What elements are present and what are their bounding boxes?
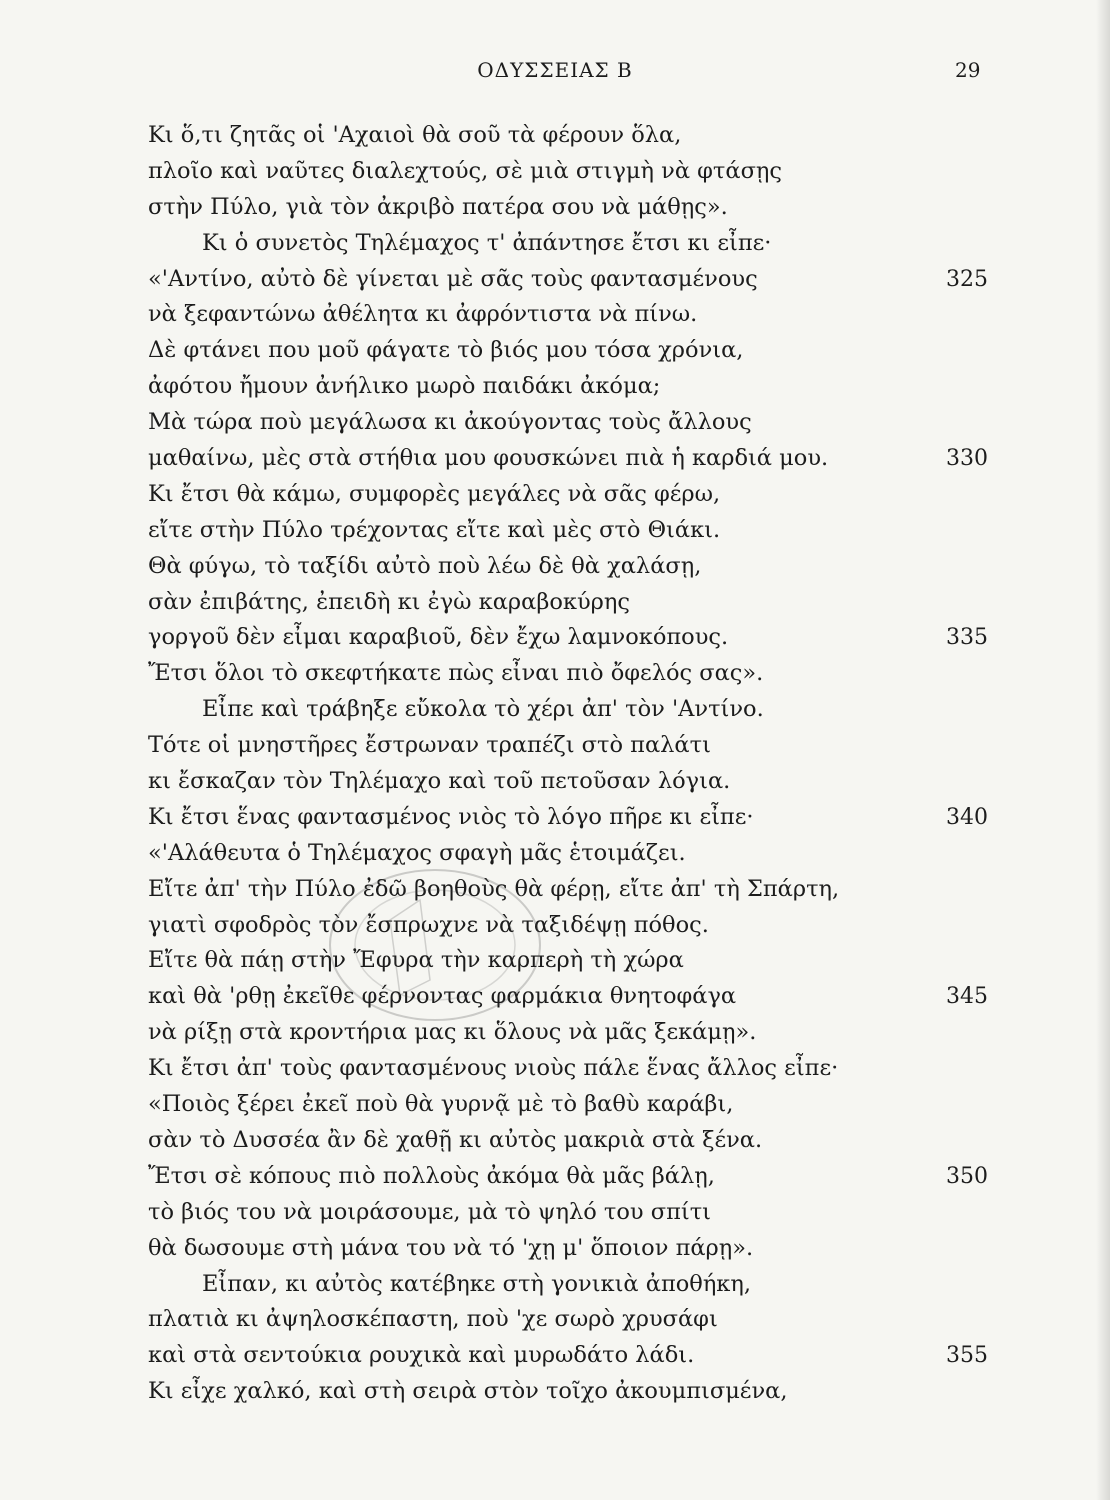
verse-text: νὰ ξεφαντώνω ἀθέλητα κι ἀφρόντιστα νὰ πίνω. [148, 301, 698, 328]
verse-text: ἀφότου ἤμουν ἀνήλικο μωρὸ παιδάκι ἀκόμα; [148, 373, 661, 400]
verse-text: Κι ὁ συνετὸς Τηλέμαχος τ' ἀπάντησε ἔτσι κι εἶπε· [202, 229, 772, 256]
verse-text: «'Αλάθευτα ὁ Τηλέμαχος σφαγὴ μᾶς ἑτοιμάζει. [148, 839, 686, 866]
verse-line [148, 1302, 993, 1338]
verse-line-number: 355 [946, 1343, 988, 1369]
verse-line-number: 330 [946, 446, 988, 472]
verse-text: «Ποιὸς ξέρει ἐκεῖ ποὺ θὰ γυρνᾷ μὲ τὸ βαθὺ καράβι, [148, 1091, 734, 1118]
verse-text: πλατιὰ κι ἀψηλοσκέπαστη, ποὺ 'χε σωρὸ χρυσάφι [148, 1306, 718, 1333]
verse-line [148, 1195, 993, 1231]
verse-text: Εἶπε καὶ τράβηξε εὔκολα τὸ χέρι ἀπ' τὸν 'Αντίνο. [202, 696, 764, 723]
verse-line [148, 620, 993, 656]
verse-line [148, 190, 993, 226]
verse-line [148, 262, 993, 298]
verse-text: καὶ στὰ σεντούκια ρουχικὰ καὶ μυρωδάτο λάδι. [148, 1342, 695, 1369]
verse-text: καὶ θὰ 'ρθῃ ἐκεῖθε φέρνοντας φαρμάκια θνητοφάγα [148, 983, 737, 1010]
verse-text: κι ἔσκαζαν τὸν Τηλέμαχο καὶ τοῦ πετοῦσαν λόγια. [148, 768, 731, 795]
verse-line [148, 549, 993, 585]
running-title: ΟΔΥΣΣΕΙΑΣ Β [477, 58, 633, 82]
verse-line [148, 1051, 993, 1087]
verse-text: Κι ἔτσι ἀπ' τοὺς φαντασμένους νιοὺς πάλε ἕνας ἄλλος εἶπε· [148, 1055, 839, 1082]
verse-text: γοργοῦ δὲν εἶμαι καραβιοῦ, δὲν ἔχω λαμνοκόπους. [148, 624, 729, 651]
verse-line [148, 836, 993, 872]
verse-line [148, 297, 993, 333]
verse-line [148, 118, 993, 154]
verse-line [148, 513, 993, 549]
verse-text: γιατὶ σφοδρὸς τὸν ἔσπρωχνε νὰ ταξιδέψῃ πόθος. [148, 911, 709, 938]
verse-text: θὰ δωσουμε στὴ μάνα του νὰ τό 'χῃ μ' ὅποιον πάρῃ». [148, 1234, 754, 1261]
verse-text: νὰ ρίξῃ στὰ κροντήρια μας κι ὅλους νὰ μᾶς ξεκάμῃ». [148, 1019, 757, 1046]
verse-text: Τότε οἱ μνηστῆρες ἔστρωναν τραπέζι στὸ παλάτι [148, 732, 711, 759]
poem-body [148, 118, 993, 1410]
verse-line [148, 154, 993, 190]
verse-line [148, 1087, 993, 1123]
verse-line-number: 340 [946, 804, 988, 830]
verse-line [148, 1231, 993, 1267]
verse-text: Κι ἔτσι ἕνας φαντασμένος νιὸς τὸ λόγο πῆρε κι εἶπε· [148, 803, 754, 830]
verse-line [148, 477, 993, 513]
verse-line [148, 1015, 993, 1051]
verse-line [148, 226, 993, 262]
verse-line [148, 692, 993, 728]
verse-text: Ἔτσι ὅλοι τὸ σκεφτήκατε πὼς εἶναι πιὸ ὄφελός σας». [148, 660, 764, 687]
verse-text: πλοῖο καὶ ναῦτες διαλεχτούς, σὲ μιὰ στιγμὴ νὰ φτάσῃς [148, 157, 783, 184]
verse-text: Εἴτε ἀπ' τὴν Πύλο ἐδῶ βοηθοὺς θὰ φέρῃ, εἴτε ἀπ' τὴ Σπάρτη, [148, 875, 840, 902]
verse-line [148, 1267, 993, 1303]
verse-line [148, 1338, 993, 1374]
verse-text: Δὲ φτάνει που μοῦ φάγατε τὸ βιός μου τόσα χρόνια, [148, 337, 744, 364]
verse-line [148, 1374, 993, 1410]
verse-line [148, 943, 993, 979]
verse-line [148, 405, 993, 441]
verse-text: Μὰ τώρα ποὺ μεγάλωσα κι ἀκούγοντας τοὺς ἄλλους [148, 409, 752, 436]
verse-line [148, 441, 993, 477]
page-number: 29 [955, 58, 981, 82]
verse-line [148, 1159, 993, 1195]
verse-text: σὰν ἐπιβάτης, ἐπειδὴ κι ἐγὼ καραβοκύρης [148, 588, 630, 615]
verse-line [148, 369, 993, 405]
verse-text: Εἴτε θὰ πάῃ στὴν Ἔφυρα τὴν καρπερὴ τὴ χώρα [148, 947, 684, 974]
verse-line [148, 656, 993, 692]
verse-text: τὸ βιός του νὰ μοιράσουμε, μὰ τὸ ψηλό του σπίτι [148, 1198, 711, 1225]
verse-line-number: 325 [946, 266, 988, 292]
verse-text: στὴν Πύλο, γιὰ τὸν ἀκριβὸ πατέρα σου νὰ μάθῃς». [148, 193, 728, 220]
verse-line [148, 333, 993, 369]
verse-line-number: 345 [946, 984, 988, 1010]
verse-text: σὰν τὸ Δυσσέα ἂν δὲ χαθῇ κι αὐτὸς μακριὰ στὰ ξένα. [148, 1126, 763, 1153]
verse-text: Ἔτσι σὲ κόπους πιὸ πολλοὺς ἀκόμα θὰ μᾶς βάλῃ, [148, 1162, 715, 1189]
verse-line [148, 728, 993, 764]
verse-text: μαθαίνω, μὲς στὰ στήθια μου φουσκώνει πιὰ ἡ καρδιά μου. [148, 445, 829, 472]
verse-line [148, 979, 993, 1015]
verse-line [148, 764, 993, 800]
verse-line [148, 800, 993, 836]
verse-line [148, 1123, 993, 1159]
verse-text: Κι εἶχε χαλκό, καὶ στὴ σειρὰ στὸν τοῖχο ἀκουμπισμένα, [148, 1378, 788, 1405]
verse-text: εἴτε στὴν Πύλο τρέχοντας εἴτε καὶ μὲς στὸ Θιάκι. [148, 516, 721, 543]
verse-text: Εἶπαν, κι αὐτὸς κατέβηκε στὴ γονικιὰ ἀποθήκη, [202, 1270, 751, 1297]
page-header [0, 58, 1110, 88]
verse-text: Κι ὅ,τι ζητᾶς οἱ 'Αχαιοὶ θὰ σοῦ τὰ φέρουν ὅλα, [148, 122, 682, 148]
verse-line [148, 872, 993, 908]
verse-line-number: 335 [946, 625, 988, 651]
verse-line [148, 908, 993, 944]
verse-text: Θὰ φύγω, τὸ ταξίδι αὐτὸ ποὺ λέω δὲ θὰ χαλάσῃ, [148, 552, 702, 579]
page-edge-shadow [1096, 0, 1110, 1500]
verse-text: Κι ἔτσι θὰ κάμω, συμφορὲς μεγάλες νὰ σᾶς φέρω, [148, 480, 721, 507]
verse-text: «'Αντίνο, αὐτὸ δὲ γίνεται μὲ σᾶς τοὺς φαντασμένους [148, 265, 758, 292]
verse-line-number: 350 [946, 1163, 988, 1189]
verse-line [148, 585, 993, 621]
